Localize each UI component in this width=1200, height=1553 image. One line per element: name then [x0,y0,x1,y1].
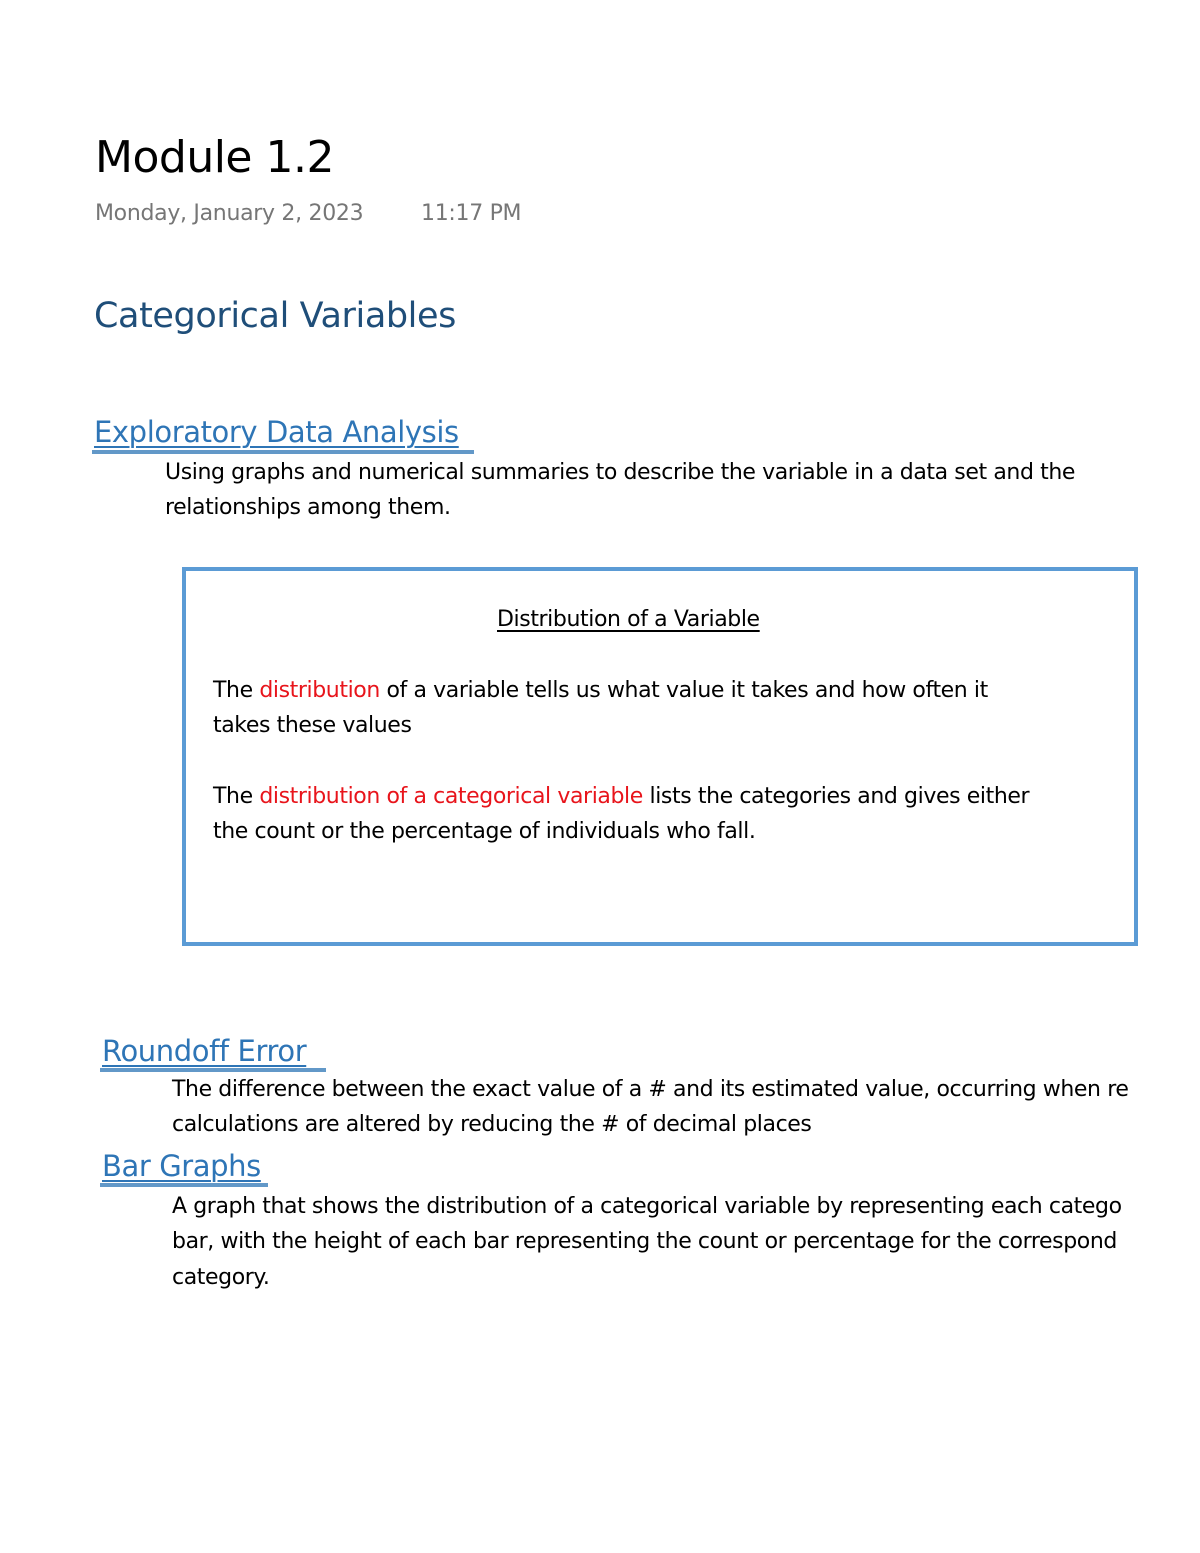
categorical-distribution-term: distribution of a categorical variable [259,784,643,809]
bar-graphs-definition-line-3: category. [172,1265,270,1290]
categorical-distribution-prefix: The [213,784,260,809]
page-date: Monday, January 2, 2023 [95,201,364,226]
bar-graphs-heading [102,1148,261,1184]
eda-definition-line-1: Using graphs and numerical summaries to describe the variable in a data set and the [165,460,1076,485]
page-time: 11:17 PM [421,201,522,226]
roundoff-heading-text: Roundoff Error [102,1034,307,1068]
bar-graphs-heading-rule [100,1183,268,1187]
roundoff-definition-line-2: calculations are altered by reducing the # of decimal places [172,1112,812,1137]
definition-box-title: Distribution of a Variable [497,607,760,632]
distribution-definition-line-1 [213,673,988,708]
distribution-term: distribution [259,678,380,703]
roundoff-definition-line-1: The difference between the exact value of a # and its estimated value, occurring when re [172,1077,1129,1102]
bar-graphs-heading-text: Bar Graphs [102,1149,261,1183]
eda-heading-rule [92,450,474,454]
section-heading: Categorical Variables [94,296,456,336]
eda-definition-line-2: relationships among them. [165,495,451,520]
distribution-definition-line-2: takes these values [213,713,412,738]
distribution-prefix: The [213,678,260,703]
page-title: Module 1.2 [95,132,334,183]
categorical-distribution-line-2: the count or the percentage of individuals who fall. [213,819,756,844]
roundoff-heading [102,1033,306,1069]
categorical-distribution-line-1-rest: lists the categories and gives either [642,784,1030,809]
bar-graphs-definition-line-1: A graph that shows the distribution of a categorical variable by representing each catego [172,1194,1122,1219]
eda-heading [94,414,459,450]
distribution-line-1-rest: of a variable tells us what value it takes and how often it [379,678,988,703]
categorical-distribution-line-1 [213,779,1029,814]
eda-heading-text: Exploratory Data Analysis [94,415,459,449]
bar-graphs-definition-line-2: bar, with the height of each bar representing the count or percentage for the correspond [172,1229,1117,1254]
